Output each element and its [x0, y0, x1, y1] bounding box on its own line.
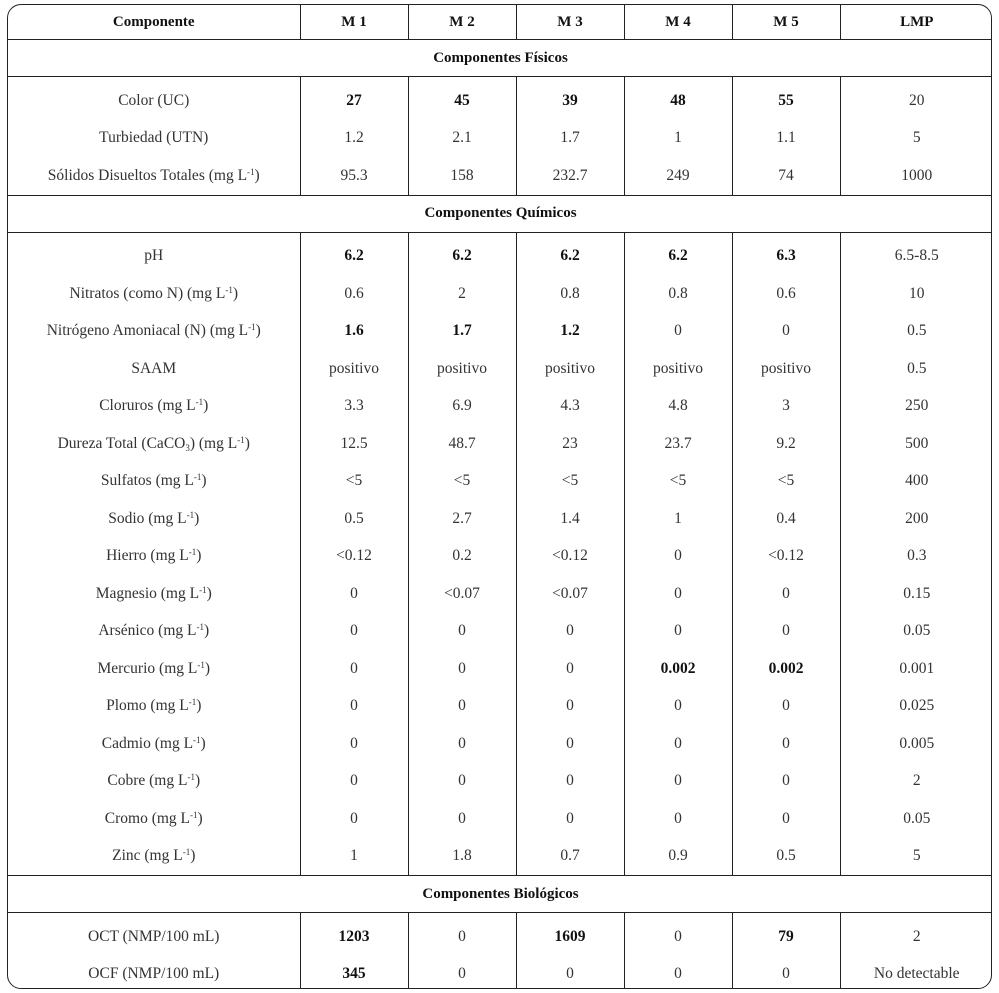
table-row	[8, 838, 992, 876]
component-name: Sulfatos (mg L	[100, 472, 194, 490]
value-cell-m5: 6.3	[732, 238, 840, 276]
value-cell-m3: 1.7	[516, 120, 624, 158]
component-name: Plomo (mg L	[106, 697, 189, 715]
value-cell-lmp: 0.05	[840, 800, 992, 838]
component-name: Color (UC)	[118, 91, 190, 109]
value-cell-m1: 1.6	[300, 313, 408, 351]
value-cell-m2: 0	[408, 763, 516, 801]
section-row	[8, 876, 992, 913]
value-cell-m2: 0	[408, 613, 516, 651]
value-cell-m2: positivo	[408, 350, 516, 388]
value-cell-m1: 3.3	[300, 388, 408, 426]
component-name: SAAM	[131, 359, 177, 377]
value-cell-m1: 0.6	[300, 275, 408, 313]
value-cell-m2: 1.8	[408, 838, 516, 876]
value-cell-lmp: 0.005	[840, 725, 992, 763]
formula-subscript: 3	[185, 442, 190, 453]
value-cell-lmp: 500	[840, 425, 992, 463]
value-cell-m5: 74	[732, 157, 840, 195]
value-cell-lmp: 5	[840, 838, 992, 876]
component-name-cell	[8, 82, 300, 120]
value-cell-m3: 1609	[516, 918, 624, 956]
value-cell-m4: 0	[624, 313, 732, 351]
value-cell-m5: 0.6	[732, 275, 840, 313]
value-cell-m4: 48	[624, 82, 732, 120]
value-cell-m3: 0.8	[516, 275, 624, 313]
value-cell-m4: 0	[624, 725, 732, 763]
value-cell-m3: <5	[516, 463, 624, 501]
component-name-cell: Cloruros (mg $L^{-1}$)	[99, 397, 209, 415]
value-cell-m3: 0	[516, 650, 624, 688]
table-row	[8, 918, 992, 956]
value-cell-m3: 232.7	[516, 157, 624, 195]
component-name-unit: ) (mg L	[189, 434, 238, 452]
table-row	[8, 650, 992, 688]
unit-exponent: -1	[248, 322, 256, 333]
component-name: Cloruros (mg L	[99, 397, 196, 415]
component-name: Hierro (mg L	[106, 547, 189, 565]
value-cell-m2: 2.7	[408, 500, 516, 538]
value-cell-m1: <0.12	[300, 538, 408, 576]
section-title: Componentes Químicos	[8, 195, 992, 232]
value-cell-m3: 4.3	[516, 388, 624, 426]
value-cell-lmp: 2	[840, 763, 992, 801]
unit-exponent: -1	[190, 809, 198, 820]
table-row	[8, 313, 992, 351]
component-name: Cadmio (mg L	[101, 734, 194, 752]
value-cell-m2: 45	[408, 82, 516, 120]
component-name-cell: Dureza Total (CaCO$_3$) (mg $L^{-1}$)	[57, 434, 250, 453]
value-cell-m1: 345	[300, 956, 408, 990]
component-name-cell	[8, 238, 300, 276]
value-cell-m4: 4.8	[624, 388, 732, 426]
value-cell-m3: 39	[516, 82, 624, 120]
value-cell-m2: 6.2	[408, 238, 516, 276]
value-cell-m5: 9.2	[732, 425, 840, 463]
section-title: Componentes Físicos	[8, 40, 992, 77]
value-cell-m1: 0	[300, 800, 408, 838]
header-m1: M 1	[300, 5, 408, 40]
table-row	[8, 800, 992, 838]
value-cell-m4: positivo	[624, 350, 732, 388]
header-m4: M 4	[624, 5, 732, 40]
component-name-cell: Nitrógeno Amoniacal (N) (mg $L^{-1}$)	[46, 322, 261, 340]
unit-exponent: -1	[237, 434, 245, 445]
value-cell-lmp: 400	[840, 463, 992, 501]
value-cell-m2: <5	[408, 463, 516, 501]
value-cell-m4: 0.8	[624, 275, 732, 313]
unit-exponent: -1	[188, 547, 197, 558]
water-quality-table	[8, 5, 992, 989]
value-cell-m1: 0.5	[300, 500, 408, 538]
component-name: Sodio (mg L	[108, 509, 187, 527]
unit-exponent: -1	[193, 472, 202, 483]
value-cell-m4: 0.002	[624, 650, 732, 688]
value-cell-m3: <0.12	[516, 538, 624, 576]
value-cell-m2: 0	[408, 688, 516, 726]
value-cell-m5: 0.4	[732, 500, 840, 538]
component-name-cell: Plomo (mg $L^{-1}$)	[106, 697, 202, 715]
header-m3: M 3	[516, 5, 624, 40]
value-cell-m5: 0	[732, 575, 840, 613]
component-name-cell: Magnesio (mg $L^{-1}$)	[95, 584, 212, 602]
table-row	[8, 763, 992, 801]
value-cell-m3: positivo	[516, 350, 624, 388]
value-cell-m1: 6.2	[300, 238, 408, 276]
component-name-cell: Cromo (mg $L^{-1}$)	[104, 809, 203, 827]
value-cell-m4: 0	[624, 763, 732, 801]
table-row	[8, 120, 992, 158]
table-body	[8, 40, 992, 990]
component-name-cell: Sólidos Disueltos Totales (mg $L^{-1}$)	[47, 166, 260, 184]
value-cell-m5: 0.002	[732, 650, 840, 688]
component-name-cell	[8, 120, 300, 158]
value-cell-m2: 0	[408, 725, 516, 763]
value-cell-m2: 0	[408, 800, 516, 838]
water-quality-table-frame	[7, 4, 992, 989]
value-cell-m3: 0	[516, 613, 624, 651]
component-name-cell	[8, 350, 300, 388]
component-name: Sólidos Disueltos Totales (mg L	[47, 166, 248, 184]
value-cell-m1: 12.5	[300, 425, 408, 463]
value-cell-m5: 0	[732, 800, 840, 838]
component-name: Nitrógeno Amoniacal (N) (mg L	[46, 322, 249, 340]
component-name: OCT (NMP/100 mL)	[88, 927, 220, 945]
value-cell-lmp: 250	[840, 388, 992, 426]
value-cell-m5: 0	[732, 613, 840, 651]
section-title: Componentes Biológicos	[8, 876, 992, 913]
value-cell-m1: <5	[300, 463, 408, 501]
value-cell-m2: 0	[408, 650, 516, 688]
value-cell-m5: positivo	[732, 350, 840, 388]
value-cell-m2: 158	[408, 157, 516, 195]
unit-exponent: -1	[225, 284, 233, 295]
value-cell-m5: 79	[732, 918, 840, 956]
table-row	[8, 275, 992, 313]
value-cell-lmp: 0.025	[840, 688, 992, 726]
value-cell-m4: 23.7	[624, 425, 732, 463]
component-name: Dureza Total (CaCO	[57, 434, 186, 452]
value-cell-m5: 0.5	[732, 838, 840, 876]
component-name: Turbiedad (UTN)	[99, 129, 209, 147]
value-cell-lmp: 0.15	[840, 575, 992, 613]
value-cell-m4: 0	[624, 575, 732, 613]
value-cell-m5: <5	[732, 463, 840, 501]
component-name-cell: Zinc (mg $L^{-1}$)	[112, 847, 196, 865]
component-name: pH	[144, 247, 164, 265]
value-cell-lmp: 0.05	[840, 613, 992, 651]
value-cell-m1: 1203	[300, 918, 408, 956]
component-name: Arsénico (mg L	[98, 622, 197, 640]
unit-exponent: -1	[197, 659, 205, 670]
table-row	[8, 956, 992, 990]
value-cell-m2: 6.9	[408, 388, 516, 426]
component-name-cell: Arsénico (mg $L^{-1}$)	[98, 622, 210, 640]
value-cell-lmp: 6.5-8.5	[840, 238, 992, 276]
table-row	[8, 688, 992, 726]
unit-exponent: -1	[186, 509, 195, 520]
unit-exponent: -1	[196, 622, 204, 633]
table-row	[8, 500, 992, 538]
component-name-cell: Hierro (mg $L^{-1}$)	[106, 547, 202, 565]
value-cell-lmp: 200	[840, 500, 992, 538]
table-row	[8, 725, 992, 763]
table-row	[8, 463, 992, 501]
value-cell-m3: 23	[516, 425, 624, 463]
unit-exponent: -1	[187, 772, 195, 783]
value-cell-m4: 0	[624, 800, 732, 838]
value-cell-m1: 0	[300, 763, 408, 801]
component-name-cell: Sulfatos (mg $L^{-1}$)	[100, 472, 207, 490]
value-cell-m3: 6.2	[516, 238, 624, 276]
unit-exponent: -1	[195, 397, 204, 408]
value-cell-m1: 95.3	[300, 157, 408, 195]
value-cell-m1: 1.2	[300, 120, 408, 158]
value-cell-m3: 0.7	[516, 838, 624, 876]
value-cell-m5: 0	[732, 725, 840, 763]
value-cell-m3: <0.07	[516, 575, 624, 613]
component-name: Cromo (mg L	[104, 809, 191, 827]
value-cell-m5: <0.12	[732, 538, 840, 576]
table-row	[8, 575, 992, 613]
component-name-cell: Cadmio (mg $L^{-1}$)	[101, 734, 206, 752]
value-cell-m3: 0	[516, 725, 624, 763]
value-cell-lmp: 0.3	[840, 538, 992, 576]
value-cell-m1: 0	[300, 725, 408, 763]
value-cell-m4: 0	[624, 956, 732, 990]
value-cell-m5: 1.1	[732, 120, 840, 158]
value-cell-m5: 0	[732, 313, 840, 351]
value-cell-m1: 1	[300, 838, 408, 876]
component-name-cell: Nitratos (como N) (mg $L^{-1}$)	[69, 284, 238, 302]
value-cell-m4: 0	[624, 538, 732, 576]
component-name: Nitratos (como N) (mg L	[69, 284, 226, 302]
table-row	[8, 613, 992, 651]
value-cell-m3: 0	[516, 763, 624, 801]
value-cell-lmp: 10	[840, 275, 992, 313]
table-row	[8, 82, 992, 120]
section-row	[8, 40, 992, 77]
value-cell-m4: 0	[624, 688, 732, 726]
table-row	[8, 388, 992, 426]
component-name: OCF (NMP/100 mL)	[88, 965, 220, 983]
unit-exponent: -1	[247, 166, 255, 177]
value-cell-m1: 27	[300, 82, 408, 120]
value-cell-m1: 0	[300, 650, 408, 688]
component-name-cell	[8, 956, 300, 990]
value-cell-m2: 2	[408, 275, 516, 313]
value-cell-m5: 0	[732, 688, 840, 726]
value-cell-lmp: 20	[840, 82, 992, 120]
value-cell-m2: 0	[408, 956, 516, 990]
value-cell-m2: 0	[408, 918, 516, 956]
component-name-cell: Mercurio (mg $L^{-1}$)	[97, 659, 211, 677]
value-cell-m4: 1	[624, 500, 732, 538]
value-cell-lmp: 1000	[840, 157, 992, 195]
value-cell-m4: 0	[624, 918, 732, 956]
table-row	[8, 425, 992, 463]
component-name: Magnesio (mg L	[95, 584, 200, 602]
value-cell-m5: 3	[732, 388, 840, 426]
value-cell-m5: 0	[732, 956, 840, 990]
value-cell-m2: 0.2	[408, 538, 516, 576]
value-cell-m1: 0	[300, 575, 408, 613]
component-name: Mercurio (mg L	[97, 659, 198, 677]
value-cell-m4: 1	[624, 120, 732, 158]
unit-exponent: -1	[193, 734, 201, 745]
component-name-cell	[8, 918, 300, 956]
table-row	[8, 350, 992, 388]
value-cell-lmp: 0.001	[840, 650, 992, 688]
table-row	[8, 157, 992, 195]
unit-exponent: -1	[199, 584, 207, 595]
component-name: Cobre (mg L	[107, 772, 188, 790]
value-cell-lmp: 0.5	[840, 313, 992, 351]
value-cell-m2: 1.7	[408, 313, 516, 351]
value-cell-m5: 0	[732, 763, 840, 801]
header-m5: M 5	[732, 5, 840, 40]
value-cell-m2: 2.1	[408, 120, 516, 158]
value-cell-m1: 0	[300, 688, 408, 726]
value-cell-m1: 0	[300, 613, 408, 651]
value-cell-lmp: 5	[840, 120, 992, 158]
value-cell-m4: 6.2	[624, 238, 732, 276]
value-cell-m2: <0.07	[408, 575, 516, 613]
header-row	[8, 5, 992, 40]
unit-exponent: -1	[182, 847, 191, 858]
value-cell-m3: 0	[516, 800, 624, 838]
table-row	[8, 538, 992, 576]
value-cell-m3: 0	[516, 956, 624, 990]
header-m2: M 2	[408, 5, 516, 40]
header-lmp: LMP	[840, 5, 992, 40]
component-name: Zinc (mg L	[112, 847, 183, 865]
value-cell-m2: 48.7	[408, 425, 516, 463]
value-cell-m3: 1.2	[516, 313, 624, 351]
value-cell-m4: <5	[624, 463, 732, 501]
component-name-cell: Sodio (mg $L^{-1}$)	[108, 509, 200, 527]
section-row	[8, 195, 992, 232]
table-row	[8, 238, 992, 276]
value-cell-lmp: 2	[840, 918, 992, 956]
value-cell-m4: 249	[624, 157, 732, 195]
value-cell-m4: 0	[624, 613, 732, 651]
value-cell-m1: positivo	[300, 350, 408, 388]
value-cell-m5: 55	[732, 82, 840, 120]
component-name-cell: Cobre (mg $L^{-1}$)	[107, 772, 201, 790]
header-componente: Componente	[8, 5, 300, 40]
value-cell-m3: 0	[516, 688, 624, 726]
value-cell-lmp: 0.5	[840, 350, 992, 388]
unit-exponent: -1	[188, 697, 197, 708]
value-cell-lmp: No detectable	[840, 956, 992, 990]
value-cell-m4: 0.9	[624, 838, 732, 876]
value-cell-m3: 1.4	[516, 500, 624, 538]
